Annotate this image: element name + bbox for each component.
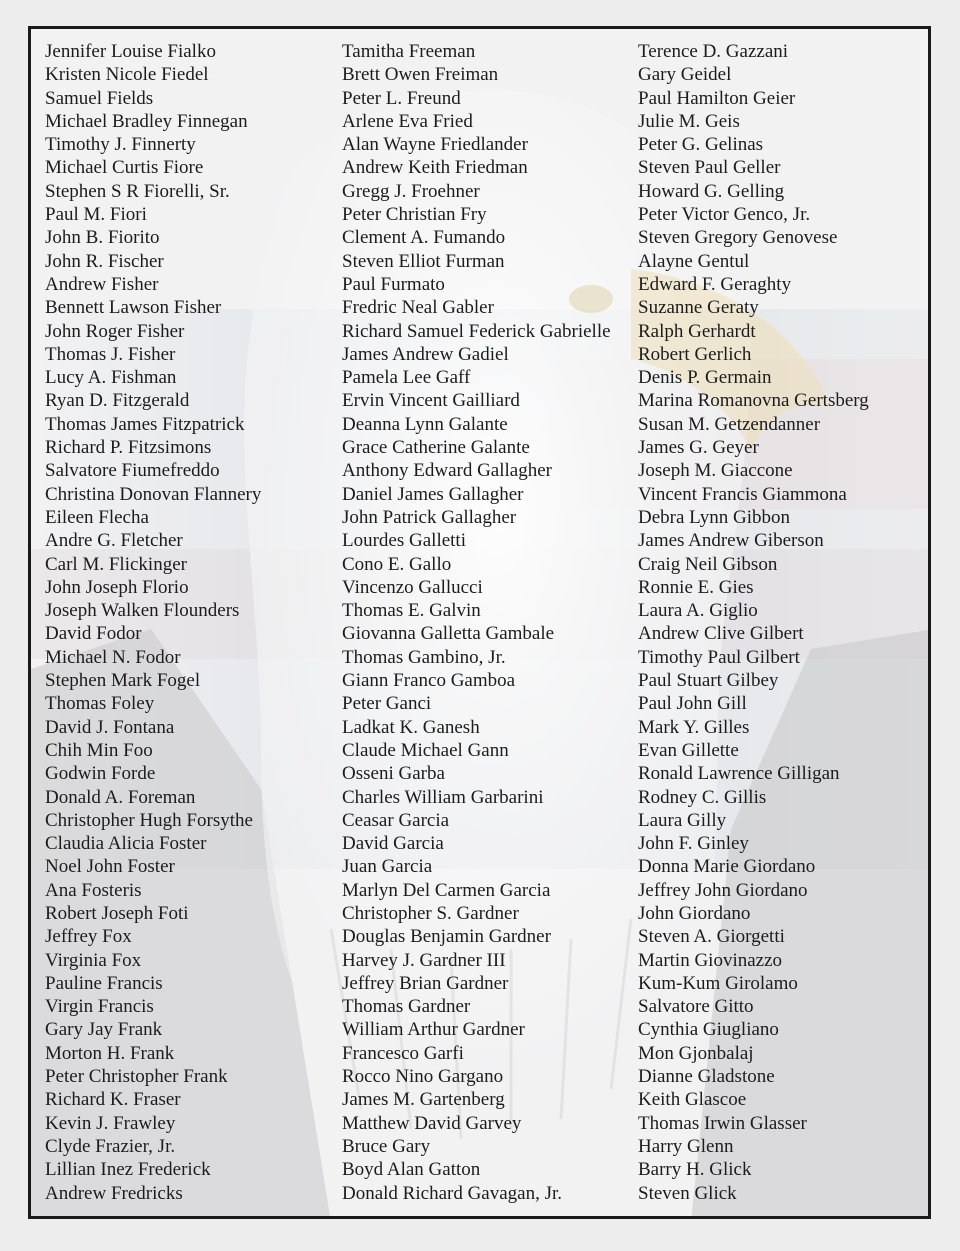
name-entry: Julie M. Geis [638, 110, 740, 132]
name-entry: Stephen Mark Fogel [45, 670, 201, 692]
name-entry: Kristen Nicole Fiedel [45, 64, 209, 86]
name-entry: Peter G. Gelinas [638, 134, 764, 156]
name-entry: Michael Bradley Finnegan [45, 110, 248, 132]
name-entry: David J. Fontana [45, 716, 175, 738]
name-entry: Boyd Alan Gatton [342, 1159, 481, 1181]
name-entry: Giovanna Galletta Gambale [342, 623, 555, 645]
name-entry: William Arthur Gardner [342, 1019, 525, 1041]
name-entry: Dianne Gladstone [638, 1066, 775, 1088]
name-entry: Christina Donovan Flannery [45, 483, 262, 505]
names-column-1 [45, 40, 335, 1205]
name-entry: John Giordano [638, 902, 751, 924]
name-entry: Pauline Francis [45, 972, 163, 994]
name-entry: Marlyn Del Carmen Garcia [342, 879, 551, 901]
name-entry: Thomas Gambino, Jr. [342, 646, 506, 668]
name-entry: Harry Glenn [638, 1135, 734, 1157]
name-entry: Ladkat K. Ganesh [342, 716, 480, 738]
name-entry: Paul Stuart Gilbey [638, 670, 779, 692]
name-entry: Marina Romanovna Gertsberg [638, 390, 869, 412]
name-entry: Richard P. Fitzsimons [45, 437, 212, 459]
name-entry: Kum-Kum Girolamo [638, 972, 798, 994]
name-entry: Andrew Fisher [45, 273, 159, 295]
name-entry: John R. Fischer [45, 250, 164, 272]
name-entry: Laura A. Giglio [638, 600, 758, 622]
name-entry: Keith Glascoe [638, 1089, 747, 1111]
name-entry: Ana Fosteris [45, 879, 142, 901]
name-entry: Clement A. Fumando [342, 227, 506, 249]
name-entry: Thomas Irwin Glasser [638, 1112, 807, 1134]
name-entry: Donna Marie Giordano [638, 856, 816, 878]
name-entry: Virgin Francis [45, 996, 154, 1018]
name-entry: Carl M. Flickinger [45, 553, 187, 575]
name-entry: Vincent Francis Giammona [638, 483, 847, 505]
name-entry: Peter Christian Fry [342, 204, 487, 226]
name-entry: Salvatore Fiumefreddo [45, 460, 220, 482]
name-entry: Peter L. Freund [342, 87, 461, 109]
name-entry: Ronnie E. Gies [638, 576, 754, 598]
name-entry: Peter Ganci [342, 693, 432, 715]
name-entry: Debra Lynn Gibbon [638, 506, 790, 528]
name-entry: Ryan D. Fitzgerald [45, 390, 190, 412]
names-column-2 [342, 40, 632, 1205]
name-entry: Alayne Gentul [638, 250, 750, 272]
name-entry: Grace Catherine Galante [342, 437, 530, 459]
name-entry: Harvey J. Gardner III [342, 949, 506, 971]
name-entry: Gary Jay Frank [45, 1019, 163, 1041]
name-entry: Peter Christopher Frank [45, 1066, 228, 1088]
name-entry: Donald A. Foreman [45, 786, 196, 808]
name-entry: Bruce Gary [342, 1135, 431, 1157]
name-entry: Samuel Fields [45, 87, 154, 109]
name-entry: Lillian Inez Frederick [45, 1159, 211, 1181]
name-entry: Osseni Garba [342, 763, 445, 785]
name-entry: Rocco Nino Gargano [342, 1066, 504, 1088]
name-entry: John F. Ginley [638, 833, 749, 855]
name-entry: Jeffrey Brian Gardner [342, 972, 509, 994]
name-entry: Paul Hamilton Geier [638, 87, 796, 109]
name-entry: Francesco Garfi [342, 1042, 464, 1064]
name-entry: Ronald Lawrence Gilligan [638, 763, 840, 785]
name-entry: Bennett Lawson Fisher [45, 297, 222, 319]
name-entry: Giann Franco Gamboa [342, 670, 516, 692]
name-entry: Robert Gerlich [638, 343, 752, 365]
name-entry: Terence D. Gazzani [638, 41, 789, 62]
name-entry: Matthew David Garvey [342, 1112, 522, 1134]
name-entry: Cynthia Giugliano [638, 1019, 779, 1041]
name-entry: Steven Glick [638, 1182, 737, 1204]
name-entry: Vincenzo Gallucci [342, 576, 483, 598]
name-entry: Edward F. Geraghty [638, 273, 792, 295]
name-entry: Paul M. Fiori [45, 204, 147, 226]
name-entry: Jeffrey John Giordano [638, 879, 808, 901]
name-entry: David Garcia [342, 833, 444, 855]
name-entry: Mark Y. Gilles [638, 716, 750, 738]
name-entry: Eileen Flecha [45, 506, 149, 528]
name-entry: Robert Joseph Foti [45, 902, 189, 924]
name-entry: James Andrew Giberson [638, 530, 824, 552]
name-entry: Claude Michael Gann [342, 739, 509, 761]
name-entry: Arlene Eva Fried [342, 110, 473, 132]
name-entry: Jeffrey Fox [45, 926, 132, 948]
name-entry: Paul Furmato [342, 273, 445, 295]
name-entry: Stephen S R Fiorelli, Sr. [45, 180, 230, 202]
name-entry: Daniel James Gallagher [342, 483, 524, 505]
name-entry: Pamela Lee Gaff [342, 367, 471, 389]
name-entry: Howard G. Gelling [638, 180, 785, 202]
name-entry: Deanna Lynn Galante [342, 413, 508, 435]
name-entry: James G. Geyer [638, 437, 759, 459]
names-column-3 [638, 40, 928, 1205]
name-entry: Christopher S. Gardner [342, 902, 519, 924]
name-entry: Steven A. Giorgetti [638, 926, 785, 948]
name-entry: Fredric Neal Gabler [342, 297, 494, 319]
name-entry: Chih Min Foo [45, 739, 153, 761]
name-entry: Andrew Clive Gilbert [638, 623, 804, 645]
name-entry: Alan Wayne Friedlander [342, 134, 528, 156]
name-entry: John Joseph Florio [45, 576, 189, 598]
name-entry: Ervin Vincent Gailliard [342, 390, 520, 412]
name-entry: Salvatore Gitto [638, 996, 754, 1018]
name-entry: Jennifer Louise Fialko [45, 41, 216, 62]
name-entry: Timothy J. Finnerty [45, 134, 196, 156]
name-entry: Noel John Foster [45, 856, 175, 878]
name-entry: John Roger Fisher [45, 320, 185, 342]
name-entry: Donald Richard Gavagan, Jr. [342, 1182, 563, 1204]
name-entry: Michael N. Fodor [45, 646, 181, 668]
name-entry: Susan M. Getzendanner [638, 413, 821, 435]
name-entry: Andre G. Fletcher [45, 530, 183, 552]
name-entry: David Fodor [45, 623, 142, 645]
name-entry: Timothy Paul Gilbert [638, 646, 800, 668]
name-entry: Steven Paul Geller [638, 157, 781, 179]
name-entry: Joseph Walken Flounders [45, 600, 240, 622]
name-entry: Rodney C. Gillis [638, 786, 767, 808]
name-entry: Tamitha Freeman [342, 41, 476, 62]
name-entry: Martin Giovinazzo [638, 949, 783, 971]
name-entry: Anthony Edward Gallagher [342, 460, 552, 482]
name-entry: Claudia Alicia Foster [45, 833, 207, 855]
name-entry: Cono E. Gallo [342, 553, 452, 575]
name-entry: Brett Owen Freiman [342, 64, 499, 86]
name-entry: John Patrick Gallagher [342, 506, 517, 528]
name-entry: Craig Neil Gibson [638, 553, 778, 575]
name-entry: Charles William Garbarini [342, 786, 544, 808]
bordered-panel [28, 26, 931, 1219]
name-entry: Thomas Foley [45, 693, 155, 715]
name-entry: Michael Curtis Fiore [45, 157, 204, 179]
name-entry: Richard Samuel Federick Gabrielle [342, 320, 611, 342]
name-entry: Andrew Keith Friedman [342, 157, 528, 179]
name-entry: Denis P. Germain [638, 367, 772, 389]
name-entry: Lucy A. Fishman [45, 367, 177, 389]
name-entry: Morton H. Frank [45, 1042, 175, 1064]
name-entry: Kevin J. Frawley [45, 1112, 176, 1134]
name-entry: Clyde Frazier, Jr. [45, 1135, 176, 1157]
name-entry: Steven Gregory Genovese [638, 227, 838, 249]
name-entry: Laura Gilly [638, 809, 727, 831]
name-entry: Thomas J. Fisher [45, 343, 176, 365]
name-entry: Mon Gjonbalaj [638, 1042, 754, 1064]
name-entry: Gregg J. Froehner [342, 180, 480, 202]
name-entry: Lourdes Galletti [342, 530, 466, 552]
name-entry: Joseph M. Giaccone [638, 460, 793, 482]
name-entry: Douglas Benjamin Gardner [342, 926, 551, 948]
name-entry: Evan Gillette [638, 739, 739, 761]
names-list [45, 40, 925, 1210]
name-entry: Suzanne Geraty [638, 297, 759, 319]
name-entry: Peter Victor Genco, Jr. [638, 204, 811, 226]
name-entry: Ralph Gerhardt [638, 320, 756, 342]
name-entry: Godwin Forde [45, 763, 156, 785]
name-entry: John B. Fiorito [45, 227, 160, 249]
name-entry: Steven Elliot Furman [342, 250, 505, 272]
name-entry: Barry H. Glick [638, 1159, 752, 1181]
name-entry: Virginia Fox [45, 949, 142, 971]
name-entry: Paul John Gill [638, 693, 747, 715]
name-entry: James M. Gartenberg [342, 1089, 505, 1111]
name-entry: Thomas Gardner [342, 996, 471, 1018]
name-entry: Richard K. Fraser [45, 1089, 181, 1111]
name-entry: Andrew Fredricks [45, 1182, 183, 1204]
name-entry: Thomas James Fitzpatrick [45, 413, 245, 435]
name-entry: Ceasar Garcia [342, 809, 450, 831]
name-entry: Gary Geidel [638, 64, 732, 86]
name-entry: Christopher Hugh Forsythe [45, 809, 253, 831]
name-entry: Thomas E. Galvin [342, 600, 481, 622]
name-entry: James Andrew Gadiel [342, 343, 509, 365]
name-entry: Juan Garcia [342, 856, 433, 878]
